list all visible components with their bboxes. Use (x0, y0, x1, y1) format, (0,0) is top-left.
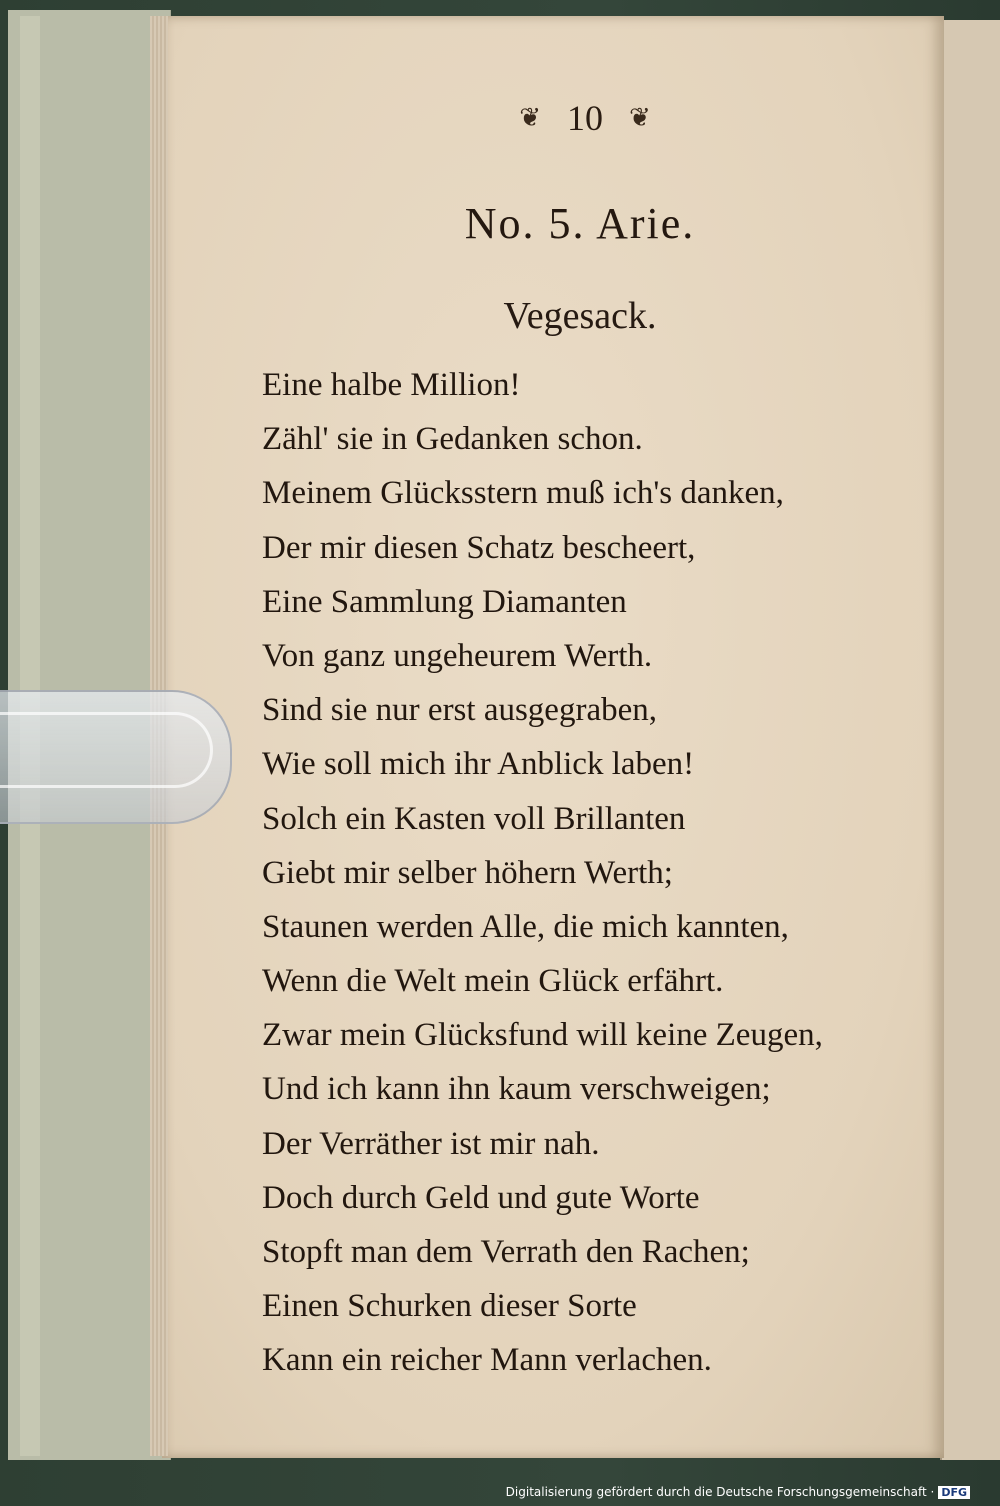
verse-line: Der Verräther ist mir nah. (262, 1125, 600, 1162)
verse-line: Der mir diesen Schatz bescheert, (262, 529, 696, 566)
bookmark-clip-inner (0, 712, 213, 788)
verse-line: Stopft man dem Verrath den Rachen; (262, 1234, 750, 1270)
ornament-right-icon: ❦ (629, 103, 651, 133)
credit-text: Digitalisierung gefördert durch die Deutsche Forschungsgemeinschaft · (505, 1485, 935, 1499)
verse-line: Meinem Glücksstern muß ich's danken, (262, 475, 784, 512)
verse-line: Solch ein Kasten voll Brillanten (262, 800, 686, 837)
dfg-logo: DFG (938, 1486, 970, 1499)
verse-line: Wenn die Welt mein Glück erfährt. (262, 963, 724, 1000)
speaker-name: Vegesack. (503, 295, 657, 337)
ornament-left-icon: ❦ (519, 103, 541, 133)
section-title: No. 5. Arie. (464, 199, 696, 248)
page-header (470, 96, 700, 140)
verse-line: Von ganz ungeheurem Werth. (262, 637, 653, 674)
verse-line: Eine halbe Million! (262, 367, 521, 403)
verse-line: Giebt mir selber höhern Werth; (262, 854, 673, 891)
verse-line: Staunen werden Alle, die mich kannten, (262, 908, 789, 945)
verse-line: Und ich kann ihn kaum verschweigen; (262, 1071, 771, 1108)
facing-page-edge (940, 20, 1000, 1460)
verse-line: Zähl' sie in Gedanken schon. (262, 421, 643, 458)
verse-line: Einen Schurken dieser Sorte (262, 1288, 637, 1325)
digitization-credit (506, 1482, 970, 1502)
verse-line: Kann ein reicher Mann verlachen. (262, 1342, 712, 1379)
page-number: 10 (567, 98, 603, 138)
verse-line: Zwar mein Glücksfund will keine Zeugen, (262, 1017, 823, 1054)
verse-line: Eine Sammlung Diamanten (262, 583, 627, 620)
verse-line: Wie soll mich ihr Anblick laben! (262, 746, 695, 783)
verse-line: Sind sie nur erst ausgegraben, (262, 692, 657, 729)
verse-lines (262, 358, 902, 1379)
verse-line: Doch durch Geld und gute Worte (262, 1179, 700, 1216)
